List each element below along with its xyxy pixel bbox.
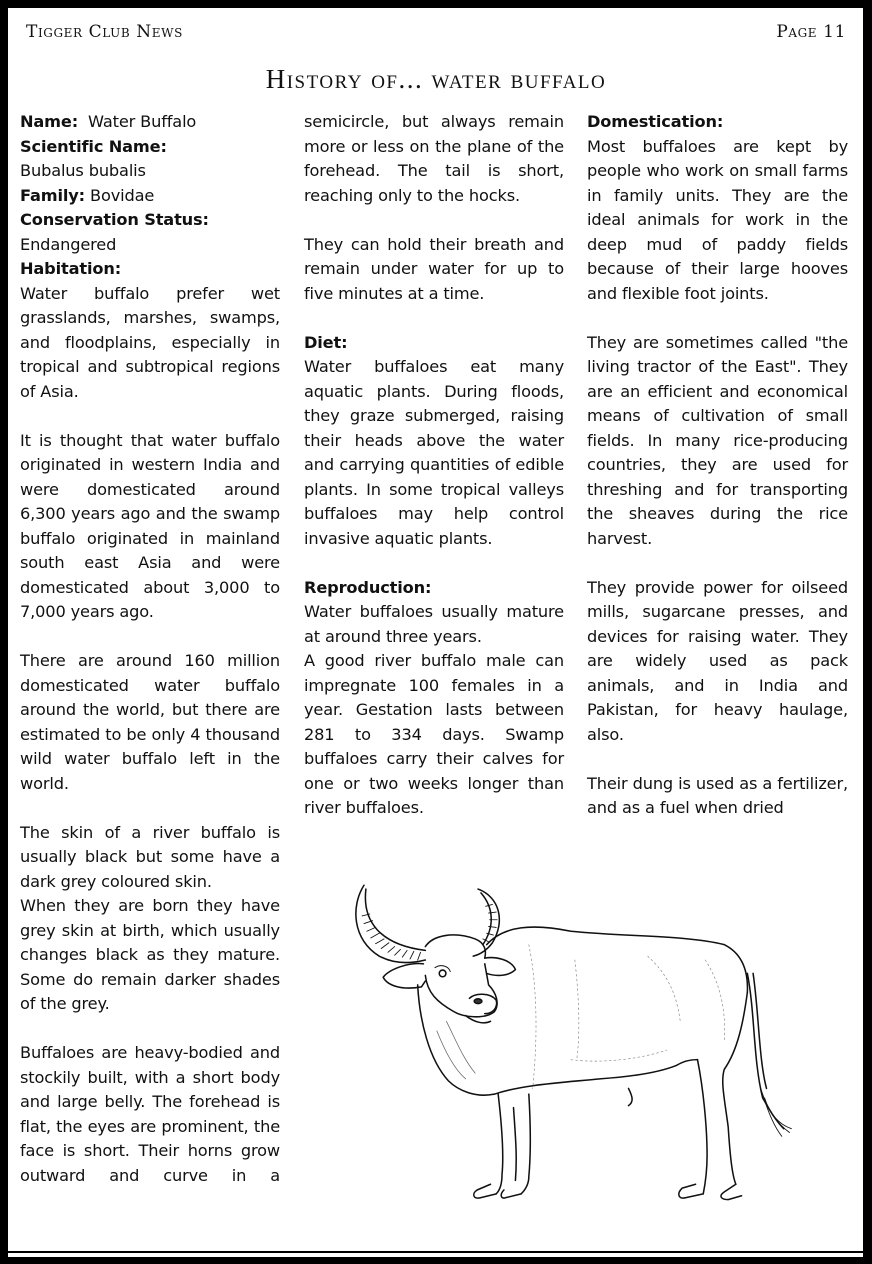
- paragraph: There are around 160 million domesticated water buffalo around the world, but there are estimated to be only 4 thousand wild water buffalo left in the world.: [20, 651, 280, 793]
- paragraph: Water buffaloes usually mature at around three years.: [304, 602, 564, 646]
- article-title: History of... water buffalo: [265, 64, 607, 94]
- paragraph: A good river buffalo male can impregnate 100 females in a year. Gestation lasts between 281 to 334 days. Swamp buffaloes carry their calves for one or two weeks longer than river buffaloes.: [304, 651, 564, 817]
- section-heading: Habitation:: [20, 259, 122, 278]
- paragraph: semicircle, but always remain more or less on the plane of the forehead. The tail is short, reaching only to the hocks.: [304, 112, 564, 205]
- paragraph: Water buffaloes eat many aquatic plants. During floods, they graze submerged, raising their heads above the water and carrying quantities of edible plants. In some tropical valleys buffaloes may help control invasive aquatic plants.: [304, 357, 564, 548]
- paragraph: Their dung is used as a fertilizer, and as a fuel when dried: [587, 773, 848, 817]
- fact-value: Endangered: [20, 234, 117, 254]
- page-border-right: [863, 8, 865, 1260]
- page-number: Page 11: [776, 22, 846, 42]
- page-border-bottom: [8, 1251, 865, 1253]
- paragraph: The skin of a river buffalo is usually black but some have a dark grey coloured skin.: [20, 822, 280, 891]
- paragraph: They provide power for oilseed mills, sugarcane presses, and devices for raising water. They are widely used as pack animals, and in India and Pakistan, for heavy haulage, also.: [587, 577, 848, 744]
- fact-value: Water Buffalo: [88, 112, 197, 131]
- fact-label: Name:: [20, 112, 79, 131]
- column-2: [304, 110, 564, 821]
- paragraph: They can hold their breath and remain under water for up to five minutes at a time.: [304, 234, 564, 303]
- column-3: [587, 110, 848, 821]
- section-heading: Diet:: [304, 332, 348, 352]
- paragraph: They are sometimes called "the living tractor of the East". They are an efficient and economical means of cultivation of small fields. In many rice-producing countries, they are used for threshing and for transporting the sheaves during the rice harvest.: [587, 332, 848, 548]
- fact-value: Bovidae: [89, 185, 155, 205]
- fact-value: Bubalus bubalis: [20, 161, 146, 180]
- paragraph: Most buffaloes are kept by people who work on small farms in family units. They are the ideal animals for work in the deep mud of paddy fields because of their large hooves and flexible foot joints.: [587, 136, 848, 303]
- fact-label: Scientific Name:: [20, 136, 167, 156]
- water-buffalo-illustration: [336, 868, 806, 1213]
- section-heading: Reproduction:: [304, 577, 432, 597]
- fact-label: Conservation Status:: [20, 210, 209, 229]
- section-heading: Domestication:: [587, 112, 724, 131]
- fact-family: [20, 184, 280, 209]
- column-1: [20, 110, 280, 1188]
- fact-name: [20, 110, 280, 135]
- fact-label: Family:: [20, 185, 85, 205]
- paragraph: Buffaloes are heavy-bodied and stockily built, with a short body and large belly. The forehead is flat, the eyes are prominent, the face is short. Their horns grow outward and curve in a: [20, 1043, 280, 1185]
- publication-name: Tigger Club News: [26, 22, 183, 42]
- paragraph: It is thought that water buffalo originated in western India and were domesticated around 6,300 years ago and the swamp buffalo originated in mainland south east Asia and were domesticated about 3,000 to 7,000 years ago.: [20, 430, 280, 621]
- paragraph: When they are born they have grey skin at birth, which usually changes black as they mature. Some do remain darker shades of the grey.: [20, 896, 280, 1013]
- paragraph: Water buffalo prefer wet grasslands, marshes, swamps, and floodplains, especially in tropical and subtropical regions of Asia.: [20, 283, 280, 401]
